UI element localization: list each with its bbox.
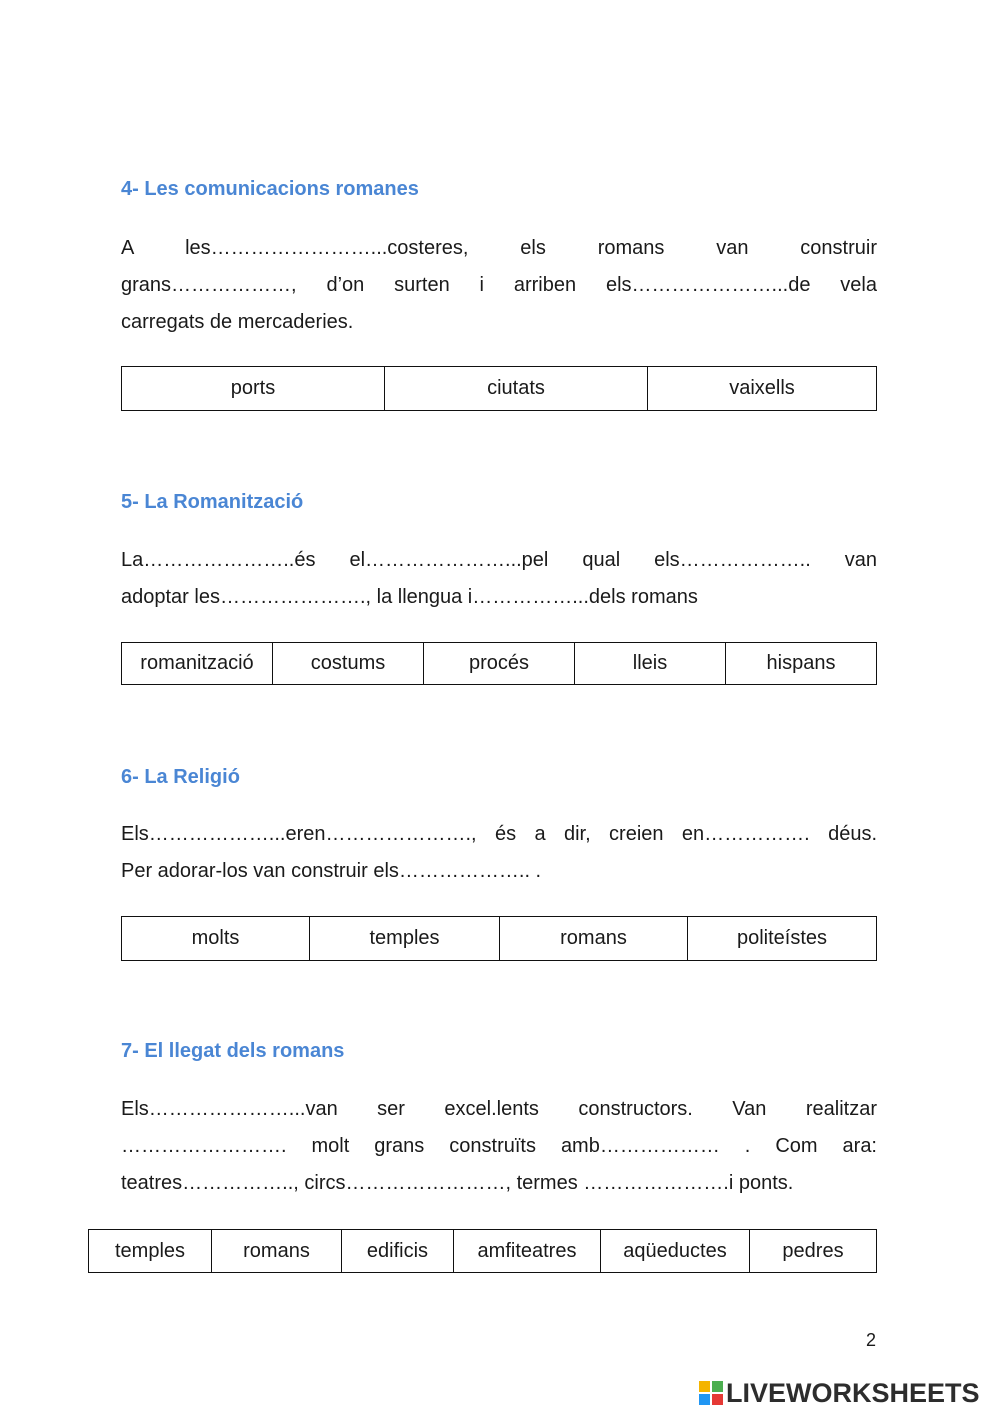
word-bank-cell: vaixells [648, 367, 877, 411]
section-7-paragraph [121, 1091, 877, 1202]
liveworksheets-grid-icon [699, 1381, 723, 1405]
word-bank-cell: edificis [342, 1230, 454, 1273]
word-bank-cell: aqüeductes [601, 1230, 750, 1273]
word-bank-cell: romanització [122, 643, 273, 685]
text-line: carregats de mercaderies. [121, 311, 354, 333]
section-4-paragraph [121, 230, 877, 341]
word-bank-7 [88, 1229, 877, 1273]
word-bank-cell: costums [273, 643, 424, 685]
section-7-heading: 7- El llegat dels romans [121, 1040, 345, 1062]
section-5-heading: 5- La Romanització [121, 491, 304, 513]
word-bank-6 [121, 916, 877, 961]
text-line: Els………………...eren…………………., és a dir, creien en……………. déus. [121, 823, 877, 845]
word-bank-cell: hispans [726, 643, 877, 685]
liveworksheets-logo [699, 1378, 980, 1408]
text-line: Per adorar-los van construir els……………….. . [121, 860, 542, 882]
section-4-heading: 4- Les comunicacions romanes [121, 178, 419, 200]
word-bank-cell: procés [424, 643, 575, 685]
word-bank-cell: ciutats [385, 367, 648, 411]
text-line: La…………………..és el…………………...pel qual els……………….. van [121, 549, 877, 571]
text-line: adoptar les…………………., la llengua i……………...dels romans [121, 586, 698, 608]
section-6-paragraph [121, 816, 877, 890]
word-bank-cell: amfiteatres [454, 1230, 601, 1273]
word-bank-cell: romans [500, 917, 688, 961]
word-bank-cell: romans [212, 1230, 342, 1273]
text-line: A les……………………...costeres, els romans van construir [121, 237, 877, 259]
word-bank-5 [121, 642, 877, 685]
page-number: 2 [866, 1330, 877, 1350]
text-line: ……………………. molt grans construïts amb……………… . Com ara: [121, 1135, 877, 1157]
text-line: Els…………………...van ser excel.lents constructors. Van realitzar [121, 1098, 877, 1120]
word-bank-cell: molts [122, 917, 310, 961]
word-bank-cell: temples [310, 917, 500, 961]
section-6-heading: 6- La Religió [121, 766, 240, 788]
word-bank-cell: politeístes [688, 917, 877, 961]
text-line: teatres…………….., circs……………………, termes ………………….i ponts. [121, 1172, 794, 1194]
text-line: grans………………, d’on surten i arriben els…………………...de vela [121, 274, 877, 296]
word-bank-4 [121, 366, 877, 411]
word-bank-cell: temples [89, 1230, 212, 1273]
section-5-paragraph [121, 542, 877, 616]
word-bank-cell: pedres [750, 1230, 877, 1273]
word-bank-cell: ports [122, 367, 385, 411]
word-bank-cell: lleis [575, 643, 726, 685]
logo-text: LIVEWORKSHEETS [726, 1377, 980, 1408]
